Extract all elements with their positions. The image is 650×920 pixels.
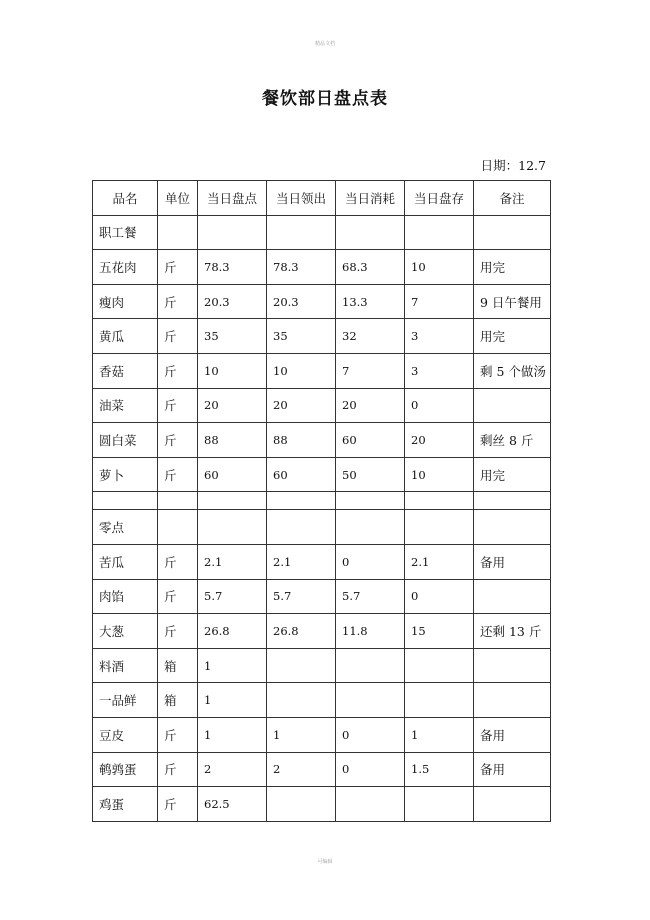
cell-stock: 1.5 xyxy=(405,752,474,787)
cell-count: 20.3 xyxy=(198,284,267,319)
cell-issued: 5.7 xyxy=(267,579,336,614)
cell-count: 20 xyxy=(198,388,267,423)
table-row xyxy=(93,457,551,492)
cell-count: 1 xyxy=(198,648,267,683)
cell-unit: 斤 xyxy=(158,388,198,423)
cell-issued: 20.3 xyxy=(267,284,336,319)
cell-note: 9 日午餐用 xyxy=(474,284,551,319)
cell-note xyxy=(474,683,551,718)
cell-issued xyxy=(267,683,336,718)
table-row xyxy=(93,544,551,579)
cell-consumed: 0 xyxy=(336,544,405,579)
cell-name: 鹌鹑蛋 xyxy=(93,752,158,787)
cell-name: 大葱 xyxy=(93,614,158,649)
empty-cell xyxy=(158,510,198,545)
cell-issued xyxy=(267,648,336,683)
cell-name: 豆皮 xyxy=(93,717,158,752)
cell-unit: 斤 xyxy=(158,284,198,319)
date-label: 日期：12.7 xyxy=(480,158,546,173)
cell-stock: 3 xyxy=(405,319,474,354)
cell-issued: 1 xyxy=(267,717,336,752)
cell-name: 料酒 xyxy=(93,648,158,683)
empty-cell xyxy=(474,215,551,250)
cell-consumed: 60 xyxy=(336,423,405,458)
table-row xyxy=(93,319,551,354)
table-row xyxy=(93,353,551,388)
cell-count: 2 xyxy=(198,752,267,787)
cell-issued: 20 xyxy=(267,388,336,423)
cell-stock xyxy=(405,787,474,822)
table-body xyxy=(93,215,551,821)
cell-issued: 2.1 xyxy=(267,544,336,579)
cell-stock: 0 xyxy=(405,579,474,614)
cell-name: 萝卜 xyxy=(93,457,158,492)
empty-cell xyxy=(405,510,474,545)
cell-count: 26.8 xyxy=(198,614,267,649)
cell-note xyxy=(474,648,551,683)
cell-note xyxy=(474,388,551,423)
cell-consumed: 7 xyxy=(336,353,405,388)
cell-issued: 2 xyxy=(267,752,336,787)
blank-cell xyxy=(405,492,474,510)
cell-name: 五花肉 xyxy=(93,250,158,285)
cell-name: 瘦肉 xyxy=(93,284,158,319)
cell-name: 圆白菜 xyxy=(93,423,158,458)
inventory-table xyxy=(92,180,551,822)
blank-cell xyxy=(93,492,158,510)
cell-stock: 15 xyxy=(405,614,474,649)
cell-note: 用完 xyxy=(474,250,551,285)
empty-cell xyxy=(405,215,474,250)
table-row xyxy=(93,579,551,614)
cell-note: 备用 xyxy=(474,752,551,787)
cell-unit: 斤 xyxy=(158,614,198,649)
empty-cell xyxy=(198,510,267,545)
cell-issued: 60 xyxy=(267,457,336,492)
cell-issued xyxy=(267,787,336,822)
empty-cell xyxy=(198,215,267,250)
cell-unit: 斤 xyxy=(158,423,198,458)
blank-cell xyxy=(198,492,267,510)
page-title: 餐饮部日盘点表 xyxy=(262,89,388,109)
section-label: 零点 xyxy=(93,510,158,545)
cell-name: 肉馅 xyxy=(93,579,158,614)
column-header-note: 备注 xyxy=(474,181,551,216)
cell-name: 油菜 xyxy=(93,388,158,423)
cell-note: 备用 xyxy=(474,717,551,752)
cell-stock: 0 xyxy=(405,388,474,423)
cell-name: 一品鲜 xyxy=(93,683,158,718)
blank-cell xyxy=(474,492,551,510)
table-row xyxy=(93,284,551,319)
cell-unit: 箱 xyxy=(158,683,198,718)
cell-unit: 斤 xyxy=(158,319,198,354)
table-row xyxy=(93,648,551,683)
cell-name: 香菇 xyxy=(93,353,158,388)
cell-stock: 1 xyxy=(405,717,474,752)
section-row xyxy=(93,215,551,250)
cell-consumed: 20 xyxy=(336,388,405,423)
column-header-consumed: 当日消耗 xyxy=(336,181,405,216)
table-row xyxy=(93,388,551,423)
cell-consumed xyxy=(336,683,405,718)
cell-name: 鸡蛋 xyxy=(93,787,158,822)
cell-unit: 斤 xyxy=(158,787,198,822)
cell-consumed xyxy=(336,787,405,822)
cell-stock: 7 xyxy=(405,284,474,319)
cell-unit: 斤 xyxy=(158,353,198,388)
cell-stock: 10 xyxy=(405,250,474,285)
cell-issued: 10 xyxy=(267,353,336,388)
cell-unit: 斤 xyxy=(158,752,198,787)
cell-count: 35 xyxy=(198,319,267,354)
cell-count: 1 xyxy=(198,683,267,718)
header-watermark: 精品文档 xyxy=(314,41,335,47)
cell-unit: 斤 xyxy=(158,717,198,752)
blank-cell xyxy=(336,492,405,510)
cell-note: 剩丝 8 斤 xyxy=(474,423,551,458)
cell-note: 剩 5 个做汤 xyxy=(474,353,551,388)
cell-issued: 78.3 xyxy=(267,250,336,285)
section-row xyxy=(93,510,551,545)
cell-count: 1 xyxy=(198,717,267,752)
cell-consumed: 5.7 xyxy=(336,579,405,614)
column-header-unit: 单位 xyxy=(158,181,198,216)
table-row xyxy=(93,787,551,822)
table-row xyxy=(93,423,551,458)
cell-count: 5.7 xyxy=(198,579,267,614)
cell-stock xyxy=(405,648,474,683)
cell-note: 还剩 13 斤 xyxy=(474,614,551,649)
cell-unit: 斤 xyxy=(158,250,198,285)
footer-watermark: 可编辑 xyxy=(317,859,333,865)
cell-issued: 26.8 xyxy=(267,614,336,649)
cell-consumed: 32 xyxy=(336,319,405,354)
empty-cell xyxy=(267,510,336,545)
cell-count: 2.1 xyxy=(198,544,267,579)
cell-consumed xyxy=(336,648,405,683)
cell-issued: 35 xyxy=(267,319,336,354)
cell-stock: 10 xyxy=(405,457,474,492)
cell-name: 苦瓜 xyxy=(93,544,158,579)
column-header-stock: 当日盘存 xyxy=(405,181,474,216)
cell-note: 用完 xyxy=(474,319,551,354)
column-header-issued: 当日领出 xyxy=(267,181,336,216)
table-row xyxy=(93,717,551,752)
empty-cell xyxy=(267,215,336,250)
empty-cell xyxy=(336,510,405,545)
cell-stock: 2.1 xyxy=(405,544,474,579)
cell-count: 78.3 xyxy=(198,250,267,285)
table-row xyxy=(93,752,551,787)
header-row xyxy=(93,181,551,216)
cell-consumed: 0 xyxy=(336,752,405,787)
cell-consumed: 68.3 xyxy=(336,250,405,285)
cell-note xyxy=(474,579,551,614)
blank-cell xyxy=(267,492,336,510)
table-row xyxy=(93,250,551,285)
cell-issued: 88 xyxy=(267,423,336,458)
blank-row xyxy=(93,492,551,510)
cell-unit: 箱 xyxy=(158,648,198,683)
cell-count: 60 xyxy=(198,457,267,492)
cell-consumed: 0 xyxy=(336,717,405,752)
cell-consumed: 11.8 xyxy=(336,614,405,649)
cell-stock: 20 xyxy=(405,423,474,458)
column-header-name: 品名 xyxy=(93,181,158,216)
empty-cell xyxy=(158,215,198,250)
cell-stock xyxy=(405,683,474,718)
table-header xyxy=(93,181,551,216)
cell-count: 88 xyxy=(198,423,267,458)
table-row xyxy=(93,683,551,718)
column-header-count: 当日盘点 xyxy=(198,181,267,216)
cell-unit: 斤 xyxy=(158,544,198,579)
table-row xyxy=(93,614,551,649)
cell-note xyxy=(474,787,551,822)
cell-count: 62.5 xyxy=(198,787,267,822)
cell-stock: 3 xyxy=(405,353,474,388)
cell-consumed: 50 xyxy=(336,457,405,492)
empty-cell xyxy=(336,215,405,250)
blank-cell xyxy=(158,492,198,510)
cell-note: 备用 xyxy=(474,544,551,579)
cell-unit: 斤 xyxy=(158,579,198,614)
cell-consumed: 13.3 xyxy=(336,284,405,319)
cell-note: 用完 xyxy=(474,457,551,492)
cell-name: 黄瓜 xyxy=(93,319,158,354)
empty-cell xyxy=(474,510,551,545)
cell-count: 10 xyxy=(198,353,267,388)
cell-unit: 斤 xyxy=(158,457,198,492)
section-label: 职工餐 xyxy=(93,215,158,250)
